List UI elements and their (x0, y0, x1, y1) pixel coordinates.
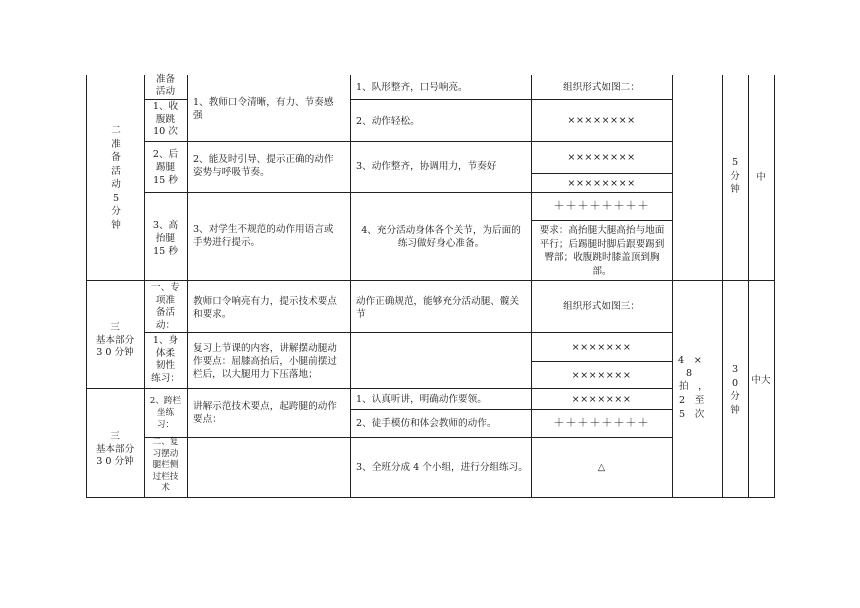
cell-teacher-3: 3、对学生不规范的动作用语言或 手势进行提示。 (193, 224, 334, 248)
cell-org-row-6: ××××××× (571, 394, 632, 405)
cell-student-3: 3、动作整齐，协调用力，节奏好 (356, 161, 497, 172)
cell-item-swing-leg: 二、复 习摆动 腿栏侧 过栏技 术 (152, 437, 179, 493)
cell-org-plus-row: ＋＋＋＋＋＋＋＋ (553, 199, 650, 212)
cell-org-triangle: △ (597, 462, 606, 473)
col-line (722, 75, 723, 498)
cell-student-4: 4、充分活动身体各个关节，为后面的 练习做好身心准备。 (361, 225, 521, 249)
row-line (531, 173, 672, 174)
cell-intensity-warmup: 中 (756, 172, 766, 183)
col-line (531, 75, 532, 498)
table-border-right (774, 75, 775, 498)
row-line (350, 99, 672, 100)
section-label-basic-2: 三 基本部分 3 0 分钟 (95, 431, 135, 467)
cell-time-warmup: 5 分 钟 (730, 157, 740, 195)
section-label-warmup: 二 准 备 活 动 5 分 钟 (111, 125, 121, 231)
col-line (748, 75, 749, 498)
cell-org-figure-2: 组织形式如图二： (563, 82, 640, 93)
cell-special-prep: 一、专 项准 备活 动： (151, 282, 180, 331)
cell-student-7: 2、徒手模仿和体会教师的动作。 (356, 418, 497, 429)
col-line (672, 75, 673, 498)
cell-teacher-4: 教师口令响亮有力，提示技术要点 和要求。 (193, 296, 337, 320)
cell-reps-line-2: 8 (686, 368, 693, 379)
row-line (144, 332, 672, 333)
cell-org-row-5: ××××××× (571, 370, 632, 381)
cell-requirements: 要求：高抬腿大腿高抬与地面 平行；后踢腿时脚后跟要踢到 臀部；收腹跳时膝盖顶到胸 部。 (539, 225, 665, 277)
cell-reps-line-3: 拍 ， (679, 381, 708, 392)
cell-student-2: 2、动作轻松。 (356, 116, 420, 127)
row-line (531, 361, 672, 362)
cell-org-row-2: ×××××××× (567, 152, 636, 163)
cell-student-1: 1、队形整齐，口号响亮。 (356, 82, 468, 93)
cell-student-8: 3、全班分成 4 个小组，进行分组练习。 (356, 462, 528, 473)
cell-org-row-3: ×××××××× (567, 178, 636, 189)
cell-teacher-5: 复习上节课的内容，讲解摆动腿动 作要点：屈膝高抬后，小腿前摆过 栏后，以大腿用力下压落地； (193, 343, 337, 380)
cell-reps-line-5: 5 次 (679, 409, 705, 420)
cell-reps-line-1: 4 × (678, 355, 702, 366)
row-line (144, 437, 672, 438)
row-line (144, 99, 187, 100)
cell-item-hurdle-sitting: 2、跨栏 坐练 习： (149, 396, 182, 430)
row-line (350, 409, 672, 410)
section-label-basic-1: 三 基本部分 3 0 分钟 (95, 322, 135, 358)
cell-item-tuck-jump: 1、收 腹跳 10 次 (152, 101, 179, 137)
cell-student-5: 动作正确规范，能够充分活动腿、髋关 节 (356, 296, 520, 320)
cell-teacher-6: 讲解示范技术要点，起跨腿的动作 要点： (193, 401, 337, 425)
cell-warmup-head: 准备 活动 (155, 74, 176, 97)
row-line (144, 192, 672, 193)
cell-reps-line-4: 2 至 (679, 395, 705, 406)
cell-org-row-4: ××××××× (571, 342, 632, 353)
cell-org-row-1: ×××××××× (567, 115, 636, 126)
cell-teacher-2: 2、能及时引导、提示正确的动作 姿势与呼吸节奏。 (193, 154, 334, 178)
col-line (187, 75, 188, 498)
cell-intensity-basic: 中大 (751, 375, 771, 386)
section-divider (86, 388, 672, 389)
cell-student-6: 1、认真听讲，明确动作要领。 (356, 394, 487, 405)
row-line (144, 141, 672, 142)
cell-teacher-1: 1、教师口令清晰，有力、节奏感 强 (193, 97, 334, 121)
row-line (531, 220, 672, 221)
cell-item-high-knees: 3、高 抬腿 15 秒 (152, 220, 179, 257)
cell-org-plus-row-2: ＋＋＋＋＋＋＋＋ (553, 416, 650, 429)
cell-org-figure-3: 组织形式如图三： (563, 301, 640, 312)
section-divider (86, 280, 774, 281)
col-line (350, 75, 351, 498)
table-border-bottom (86, 497, 774, 498)
cell-item-back-kick: 2、后 踢腿 15 秒 (152, 149, 179, 186)
cell-item-flexibility: 1、身 体柔 韧性 练习： (151, 335, 180, 384)
cell-time-basic: 3 0 分 钟 (730, 364, 740, 416)
